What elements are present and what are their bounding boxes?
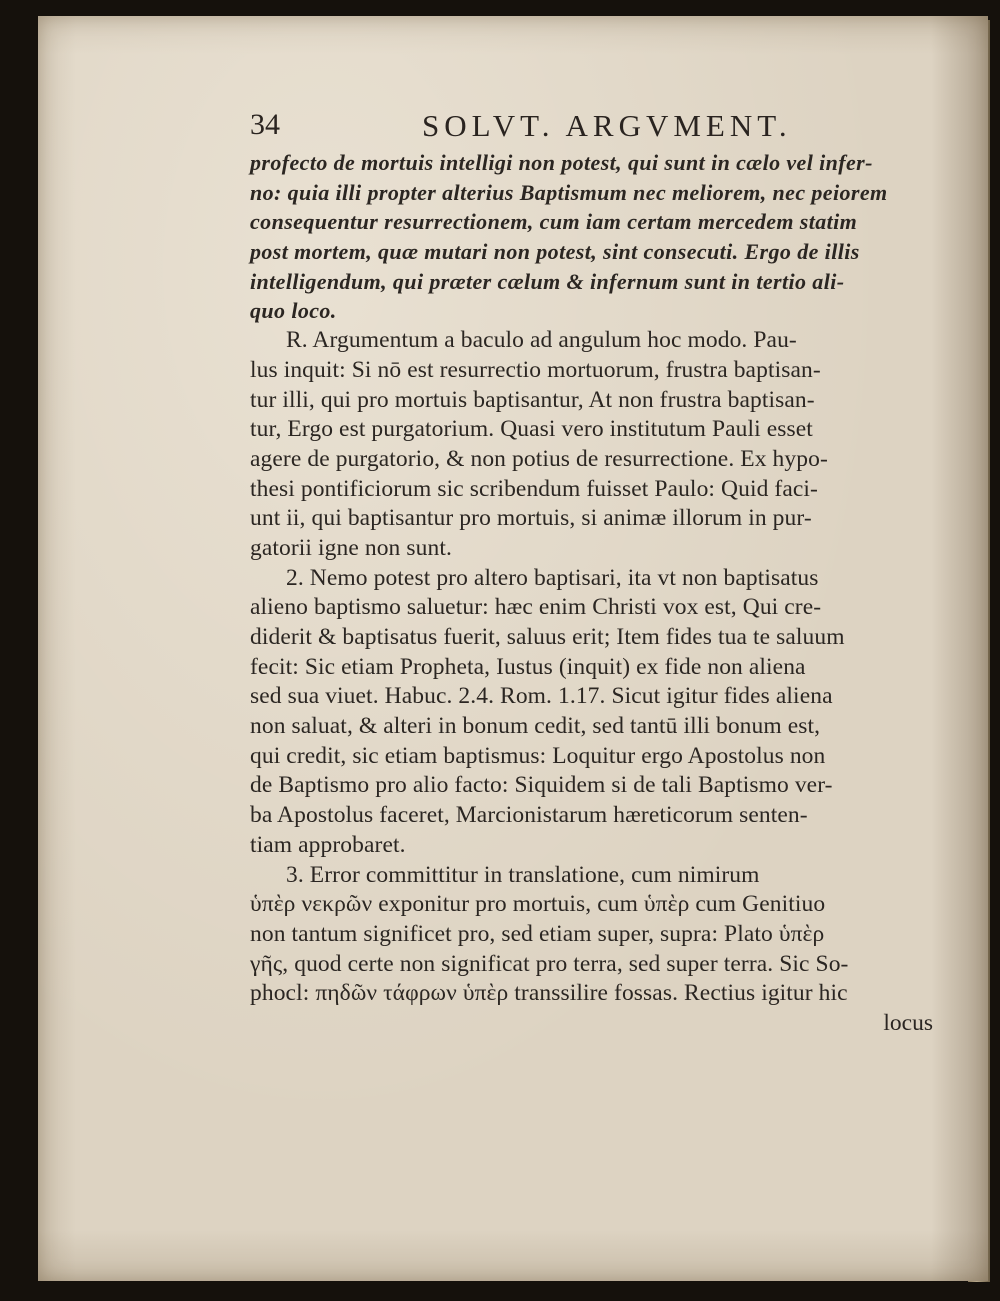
text-line: diderit & baptisatus fuerit, saluus erit; Item fides tua te saluum [250,624,845,650]
text-line: intelligendum, qui præter cælum & infernum sunt in tertio ali- [250,268,845,294]
text-line: unt ii, qui baptisantur pro mortuis, si animæ illorum in pur- [250,505,812,532]
text-line: ba Apostolus faceret, Marcionistarum hæreticorum senten- [250,802,808,829]
italic-block [250,148,935,326]
text-line: tiam approbaret. [250,831,406,858]
text-line: de Baptismo pro alio facto: Siquidem si de tali Baptismo ver- [250,772,833,799]
paragraph-2 [250,564,935,861]
text-line: tur illi, qui pro mortuis baptisantur, At non frustra baptisan- [250,386,815,413]
text-line: γῆς, quod certe non significat pro terra, sed super terra. Sic So- [250,950,849,977]
text-line: consequentur resurrectionem, cum iam certam mercedem statim [250,209,858,235]
text-line: ὑπὲρ νεκρῶν exponitur pro mortuis, cum ὑπὲρ cum Genitiuo [250,891,826,918]
text-line: non saluat, & alteri in bonum cedit, sed tantū illi bonum est, [250,713,821,740]
text-line: agere de purgatorio, & non potius de resurrectione. Ex hypo- [250,445,828,472]
text-line: gatorii igne non sunt. [250,534,452,561]
text-line: lus inquit: Si nō est resurrectio mortuorum, frustra baptisan- [250,356,821,383]
text-line: profecto de mortuis intelligi non potest, qui sunt in cælo vel infer- [250,150,873,175]
page-number: 34 [250,108,280,141]
text-line: 3. Error committitur in translatione, cum nimirum [286,861,760,888]
text-line: alieno baptismo saluetur: hæc enim Christi vox est, Qui cre- [250,594,822,621]
page-text [250,148,935,1038]
running-head: SOLVT. ARGVMENT. [422,108,792,143]
text-line: tur, Ergo est purgatorium. Quasi vero institutum Pauli esset [250,416,813,443]
catchword: locus [883,1009,933,1036]
paragraph-3 [250,861,935,1009]
text-line: sed sua viuet. Habuc. 2.4. Rom. 1.17. Sicut igitur fides aliena [250,683,833,710]
page-header [250,108,810,148]
text-line: thesi pontificiorum sic scribendum fuisset Paulo: Quid faci- [250,475,818,502]
text-line: 2. Nemo potest pro altero baptisari, ita vt non baptisatus [286,564,819,591]
text-line: post mortem, quæ mutari non potest, sint consecuti. Ergo de illis [250,239,860,265]
text-line: qui credit, sic etiam baptismus: Loquitur ergo Apostolus non [250,742,826,769]
text-line: fecit: Sic etiam Propheta, Iustus (inquit) ex fide non aliena [250,653,806,680]
text-line: R. Argumentum a baculo ad angulum hoc modo. Pau- [286,327,797,354]
text-line: quo loco. [250,298,337,324]
paragraph-r [250,326,935,564]
text-line: non tantum significet pro, sed etiam super, supra: Plato ὑπὲρ [250,920,825,947]
text-line: no: quia illi propter alterius Baptismum nec meliorem, nec peiorem [250,179,888,205]
text-line: phocl: πηδῶν τάφρων ὑπὲρ transsilire fossas. Rectius igitur hic [250,980,848,1007]
